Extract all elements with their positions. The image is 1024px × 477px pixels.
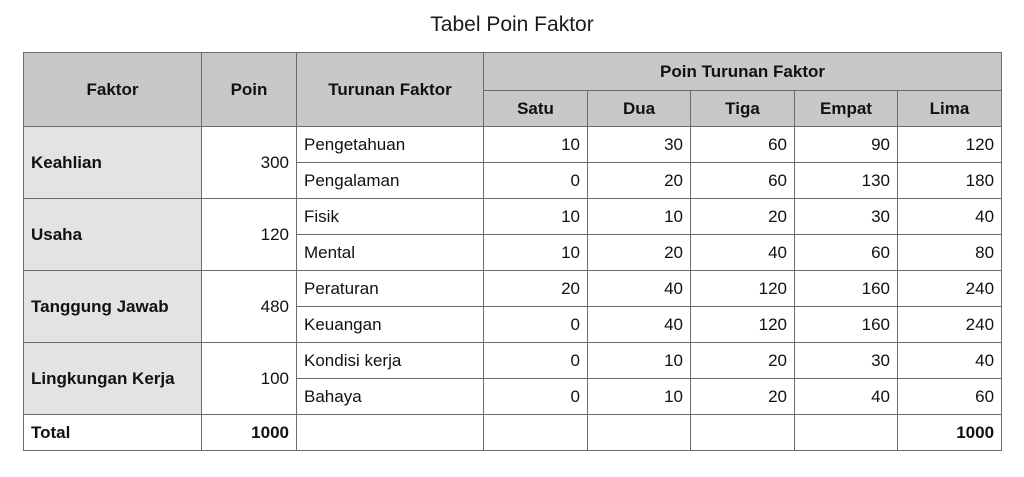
header-level-satu: Satu <box>484 91 588 127</box>
value-cell: 40 <box>588 307 691 343</box>
value-cell: 120 <box>898 127 1002 163</box>
header-turunan-faktor: Turunan Faktor <box>297 53 484 127</box>
empty-cell <box>297 415 484 451</box>
sub-factor-name: Pengetahuan <box>297 127 484 163</box>
value-cell: 10 <box>484 235 588 271</box>
value-cell: 20 <box>484 271 588 307</box>
value-cell: 40 <box>898 343 1002 379</box>
table-row <box>24 199 1002 235</box>
value-cell: 10 <box>484 199 588 235</box>
factor-points-table <box>23 52 1002 451</box>
empty-cell <box>691 415 795 451</box>
value-cell: 0 <box>484 343 588 379</box>
total-lima: 1000 <box>898 415 1002 451</box>
value-cell: 40 <box>691 235 795 271</box>
value-cell: 20 <box>691 199 795 235</box>
value-cell: 0 <box>484 163 588 199</box>
value-cell: 10 <box>484 127 588 163</box>
sub-factor-name: Kondisi kerja <box>297 343 484 379</box>
value-cell: 20 <box>691 343 795 379</box>
value-cell: 60 <box>898 379 1002 415</box>
empty-cell <box>588 415 691 451</box>
value-cell: 30 <box>588 127 691 163</box>
value-cell: 60 <box>795 235 898 271</box>
value-cell: 160 <box>795 271 898 307</box>
table-row <box>24 271 1002 307</box>
total-poin: 1000 <box>202 415 297 451</box>
total-row <box>24 415 1002 451</box>
value-cell: 240 <box>898 271 1002 307</box>
value-cell: 40 <box>795 379 898 415</box>
value-cell: 0 <box>484 307 588 343</box>
sub-factor-name: Peraturan <box>297 271 484 307</box>
header-level-empat: Empat <box>795 91 898 127</box>
value-cell: 60 <box>691 163 795 199</box>
value-cell: 130 <box>795 163 898 199</box>
factor-poin: 480 <box>202 271 297 343</box>
value-cell: 20 <box>588 163 691 199</box>
header-level-tiga: Tiga <box>691 91 795 127</box>
value-cell: 40 <box>898 199 1002 235</box>
value-cell: 0 <box>484 379 588 415</box>
factor-name: Usaha <box>24 199 202 271</box>
factor-poin: 120 <box>202 199 297 271</box>
sub-factor-name: Fisik <box>297 199 484 235</box>
header-poin: Poin <box>202 53 297 127</box>
header-poin-turunan-faktor: Poin Turunan Faktor <box>484 53 1002 91</box>
value-cell: 20 <box>588 235 691 271</box>
empty-cell <box>484 415 588 451</box>
value-cell: 30 <box>795 343 898 379</box>
sub-factor-name: Pengalaman <box>297 163 484 199</box>
value-cell: 120 <box>691 271 795 307</box>
sub-factor-name: Keuangan <box>297 307 484 343</box>
table-row <box>24 343 1002 379</box>
header-faktor: Faktor <box>24 53 202 127</box>
sub-factor-name: Bahaya <box>297 379 484 415</box>
value-cell: 90 <box>795 127 898 163</box>
table-title: Tabel Poin Faktor <box>430 13 594 36</box>
value-cell: 30 <box>795 199 898 235</box>
value-cell: 240 <box>898 307 1002 343</box>
value-cell: 10 <box>588 343 691 379</box>
total-label: Total <box>24 415 202 451</box>
value-cell: 60 <box>691 127 795 163</box>
factor-name: Tanggung Jawab <box>24 271 202 343</box>
value-cell: 180 <box>898 163 1002 199</box>
empty-cell <box>795 415 898 451</box>
value-cell: 10 <box>588 379 691 415</box>
value-cell: 160 <box>795 307 898 343</box>
header-level-lima: Lima <box>898 91 1002 127</box>
value-cell: 120 <box>691 307 795 343</box>
factor-name: Lingkungan Kerja <box>24 343 202 415</box>
value-cell: 10 <box>588 199 691 235</box>
header-level-dua: Dua <box>588 91 691 127</box>
value-cell: 20 <box>691 379 795 415</box>
factor-name: Keahlian <box>24 127 202 199</box>
value-cell: 80 <box>898 235 1002 271</box>
factor-poin: 300 <box>202 127 297 199</box>
sub-factor-name: Mental <box>297 235 484 271</box>
value-cell: 40 <box>588 271 691 307</box>
factor-poin: 100 <box>202 343 297 415</box>
table-row <box>24 127 1002 163</box>
